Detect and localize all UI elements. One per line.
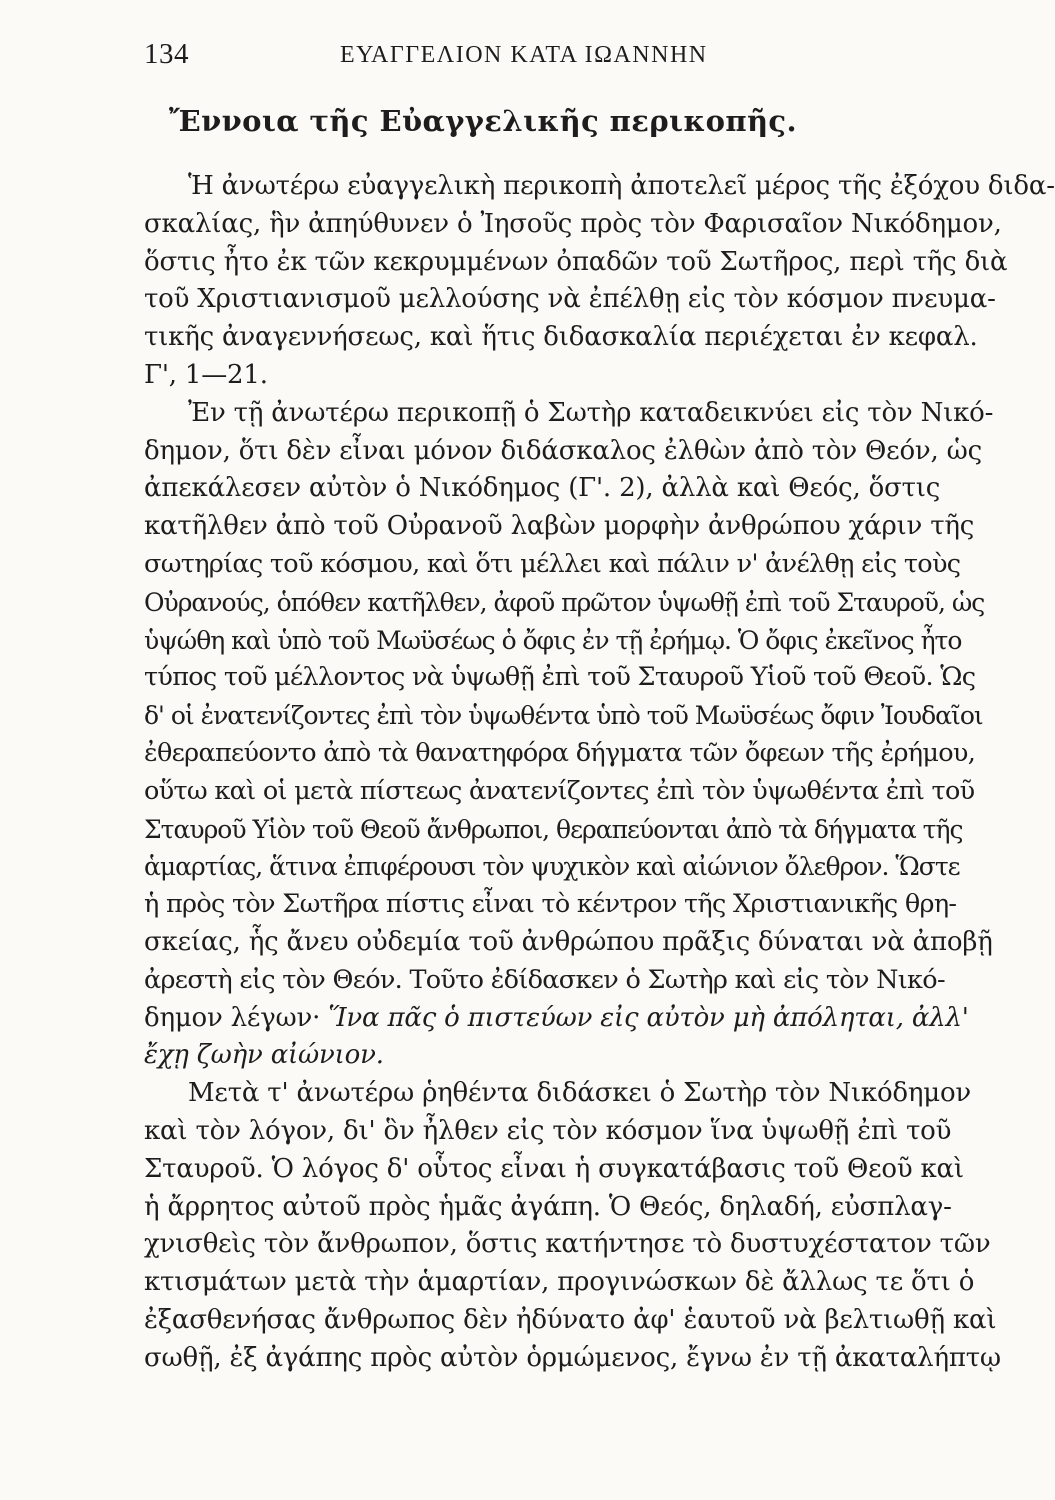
page-number: 134 bbox=[144, 38, 189, 70]
text-line: σκαλίας, ἣν ἀπηύθυνεν ὁ Ἰησοῦς πρὸς τὸν Φαρισαῖον Νικόδημον, bbox=[144, 208, 1002, 239]
text-line: Σταυροῦ. Ὁ λόγος δ' οὗτος εἶναι ἡ συγκατάβασις τοῦ Θεοῦ καὶ bbox=[144, 1153, 964, 1184]
text-line: κτισμάτων μετὰ τὴν ἁμαρτίαν, προγινώσκων δὲ ἄλλως τε ὅτι ὁ bbox=[144, 1267, 975, 1298]
text-line: ὑψώθη καὶ ὑπὸ τοῦ Μωϋσέως ὁ ὄφις ἐν τῇ ἐρήμῳ. Ὁ ὄφις ἐκεῖνος ἦτο bbox=[144, 625, 962, 655]
text-line: τικῆς ἀναγεννήσεως, καὶ ἥτις διδασκαλία περιέχεται ἐν κεφαλ. bbox=[144, 322, 978, 353]
text-line: καὶ τὸν λόγον, δι' ὃν ἦλθεν εἰς τὸν κόσμον ἵνα ὑψωθῇ ἐπὶ τοῦ bbox=[144, 1115, 952, 1146]
text-line: ἡ ἄρρητος αὐτοῦ πρὸς ἡμᾶς ἀγάπη. Ὁ Θεός, δηλαδή, εὐσπλαγ- bbox=[144, 1191, 952, 1222]
text-line: Οὐρανούς, ὁπόθεν κατῆλθεν, ἀφοῦ πρῶτον ὑψωθῇ ἐπὶ τοῦ Σταυροῦ, ὡς bbox=[144, 587, 985, 617]
text-line: Γ', 1—21. bbox=[144, 359, 268, 390]
text-line bbox=[144, 1037, 934, 1075]
text-fragment: δημον λέγων· bbox=[144, 1002, 329, 1033]
italic-quote: Ἵνα πᾶς ὁ πιστεύων εἰς αὐτὸν μὴ ἀπόληται, ἀλλ' bbox=[328, 1002, 969, 1033]
text-line: δημον, ὅτι δὲν εἶναι μόνον διδάσκαλος ἐλθὼν ἀπὸ τὸν Θεόν, ὡς bbox=[144, 435, 982, 466]
running-head bbox=[144, 38, 934, 72]
text-line: σωθῇ, ἐξ ἀγάπης πρὸς αὐτὸν ὁρμώμενος, ἔγνω ἐν τῇ ἀκαταλήπτῳ bbox=[144, 1342, 1001, 1373]
text-line: δ' οἱ ἐνατενίζοντες ἐπὶ τὸν ὑψωθέντα ὑπὸ τοῦ Μωϋσέως ὄφιν Ἰουδαῖοι bbox=[144, 701, 983, 731]
text-line: ἁμαρτίας, ἅτινα ἐπιφέρουσι τὸν ψυχικὸν καὶ αἰώνιον ὄλεθρον. Ὥστε bbox=[144, 852, 960, 882]
body-text bbox=[144, 168, 1055, 1378]
text-line: ὅστις ἦτο ἐκ τῶν κεκρυμμένων ὀπαδῶν τοῦ Σωτῆρος, περὶ τῆς διὰ bbox=[144, 246, 1008, 277]
section-title: Ἔννοια τῆς Εὐαγγελικῆς περικοπῆς. bbox=[168, 104, 797, 138]
text-line bbox=[144, 1000, 969, 1038]
text-line: κατῆλθεν ἀπὸ τοῦ Οὐρανοῦ λαβὼν μορφὴν ἀνθρώπου χάριν τῆς bbox=[144, 511, 975, 542]
text-line: σκείας, ἧς ἄνευ οὐδεμία τοῦ ἀνθρώπου πρᾶξις δύναται νὰ ἀποβῇ bbox=[144, 926, 993, 957]
text-line: Ἐν τῇ ἀνωτέρω περικοπῇ ὁ Σωτὴρ καταδεικνύει εἰς τὸν Νικό- bbox=[188, 397, 994, 428]
text-line: ἀρεστὴ εἰς τὸν Θεόν. Τοῦτο ἐδίδασκεν ὁ Σωτὴρ καὶ εἰς τὸν Νικό- bbox=[144, 964, 945, 995]
book-title: ΕΥΑΓΓΕΛΙΟΝ ΚΑΤΑ ΙΩΑΝΝΗΝ bbox=[340, 42, 708, 68]
text-line: Ἡ ἀνωτέρω εὐαγγελικὴ περικοπὴ ἀποτελεῖ μέρος τῆς ἐξόχου διδα- bbox=[188, 171, 1055, 201]
text-line: οὕτω καὶ οἱ μετὰ πίστεως ἀνατενίζοντες ἐπὶ τὸν ὑψωθέντα ἐπὶ τοῦ bbox=[144, 775, 975, 806]
text-line: ἐθεραπεύοντο ἀπὸ τὰ θανατηφόρα δήγματα τῶν ὄφεων τῆς ἐρήμου, bbox=[144, 737, 976, 768]
italic-quote: ἔχῃ ζωὴν αἰώνιον. bbox=[144, 1040, 384, 1071]
text-line: ἡ πρὸς τὸν Σωτῆρα πίστις εἶναι τὸ κέντρον τῆς Χριστιανικῆς θρη- bbox=[144, 889, 957, 920]
text-line: ἀπεκάλεσεν αὐτὸν ὁ Νικόδημος (Γ'. 2), ἀλλὰ καὶ Θεός, ὅστις bbox=[144, 473, 941, 504]
text-line: Σταυροῦ Υἱὸν τοῦ Θεοῦ ἄνθρωποι, θεραπεύονται ἀπὸ τὰ δήγματα τῆς bbox=[144, 814, 963, 844]
text-line: τοῦ Χριστιανισμοῦ μελλούσης νὰ ἐπέλθῃ εἰς τὸν κόσμον πνευμα- bbox=[144, 284, 996, 315]
text-line: σωτηρίας τοῦ κόσμου, καὶ ὅτι μέλλει καὶ πάλιν ν' ἀνέλθῃ εἰς τοὺς bbox=[144, 548, 961, 579]
text-line: τύπος τοῦ μέλλοντος νὰ ὑψωθῇ ἐπὶ τοῦ Σταυροῦ Υἱοῦ τοῦ Θεοῦ. Ὡς bbox=[144, 662, 976, 693]
text-line: ἐξασθενήσας ἄνθρωπος δὲν ἠδύνατο ἀφ' ἑαυτοῦ νὰ βελτιωθῇ καὶ bbox=[144, 1304, 997, 1335]
text-line: χνισθεὶς τὸν ἄνθρωπον, ὅστις κατήντησε τὸ δυστυχέστατον τῶν bbox=[144, 1229, 991, 1260]
text-line: Μετὰ τ' ἀνωτέρω ῥηθέντα διδάσκει ὁ Σωτὴρ τὸν Νικόδημον bbox=[188, 1078, 971, 1109]
